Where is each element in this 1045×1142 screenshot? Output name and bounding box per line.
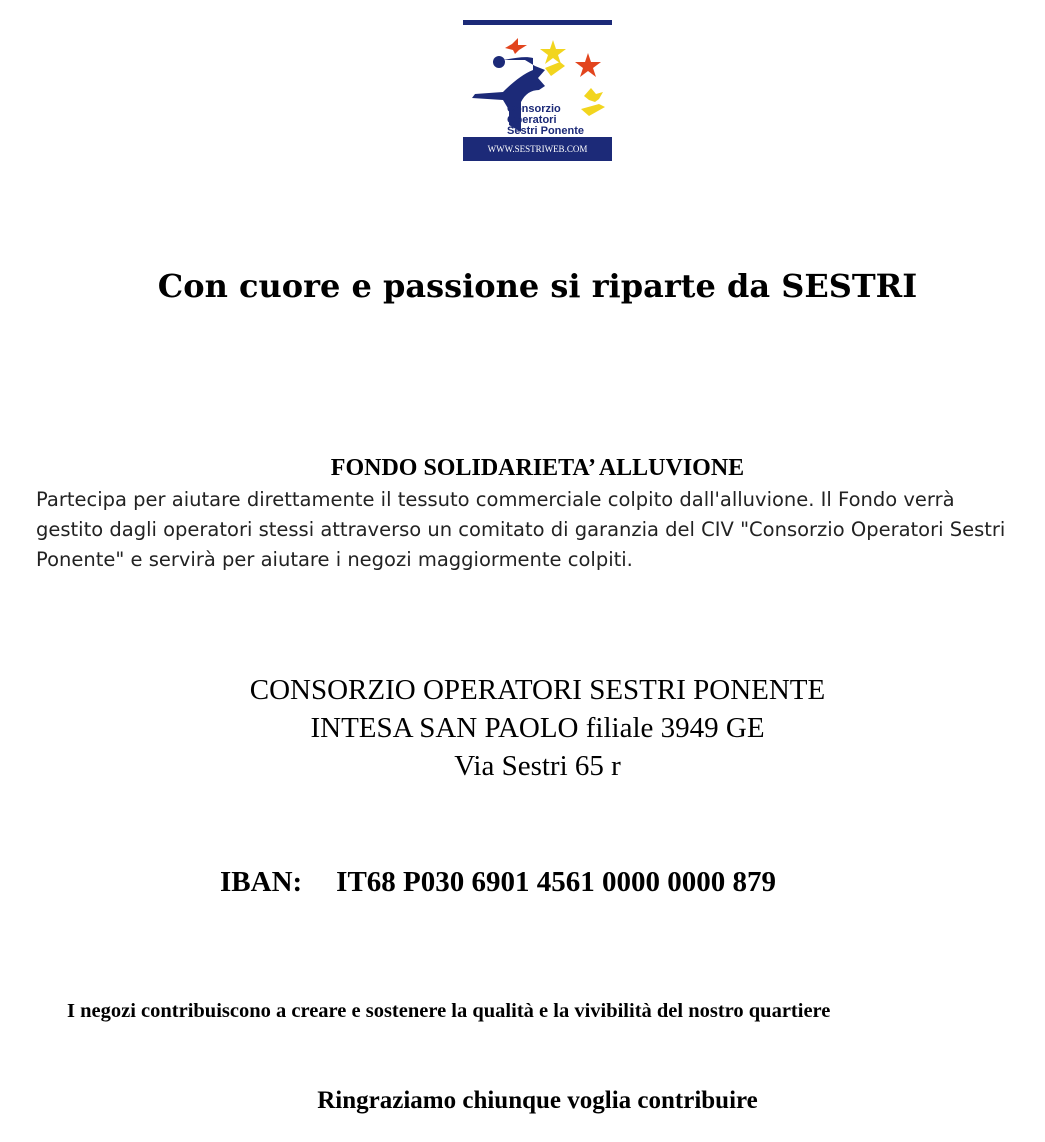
star-yellow-icon xyxy=(584,88,603,102)
bank-address: Via Sestri 65 r xyxy=(454,750,621,782)
star-red-icon xyxy=(505,38,527,54)
bank-account-name: CONSORZIO OPERATORI SESTRI PONENTE xyxy=(249,674,826,706)
bank-details xyxy=(0,671,1045,785)
figure-head-icon xyxy=(493,56,505,68)
star-yellow-icon xyxy=(581,104,605,116)
star-yellow-icon xyxy=(545,62,565,76)
logo-url: WWW.SESTRIWEB.COM xyxy=(487,144,588,154)
logo-line3: Sestri Ponente xyxy=(507,125,585,137)
page-title: Con cuore e passione si riparte da SESTRI xyxy=(157,267,918,305)
fund-description: Partecipa per aiutare direttamente il tessuto commerciale colpito dall'alluvione. Il Fondo verrà gestito dagli operatori stessi attraverso un comitato di garanzia del CIV "Consorzio Operatori Sestri Ponente" e servirà per aiutare i negozi maggiormente colpiti. xyxy=(36,488,1006,571)
tagline: I negozi contribuiscono a creare e sostenere la qualità e la vivibilità del nostro quartiere xyxy=(67,1000,831,1022)
thanks-message: Ringraziamo chiunque voglia contribuire xyxy=(317,1087,758,1114)
bank-branch: INTESA SAN PAOLO filiale 3949 GE xyxy=(310,712,765,744)
star-yellow-icon xyxy=(540,40,566,64)
iban-value: IT68 P030 6901 4561 0000 0000 879 xyxy=(336,866,777,898)
logo-line1: Consorzio xyxy=(507,103,561,115)
fund-heading: FONDO SOLIDARIETA’ ALLUVIONE xyxy=(330,455,745,481)
star-red-icon xyxy=(575,53,601,77)
iban-line xyxy=(220,862,776,902)
iban-label: IBAN: xyxy=(220,866,303,898)
cos-logo xyxy=(463,20,612,161)
logo-line2: Operatori xyxy=(507,114,557,126)
